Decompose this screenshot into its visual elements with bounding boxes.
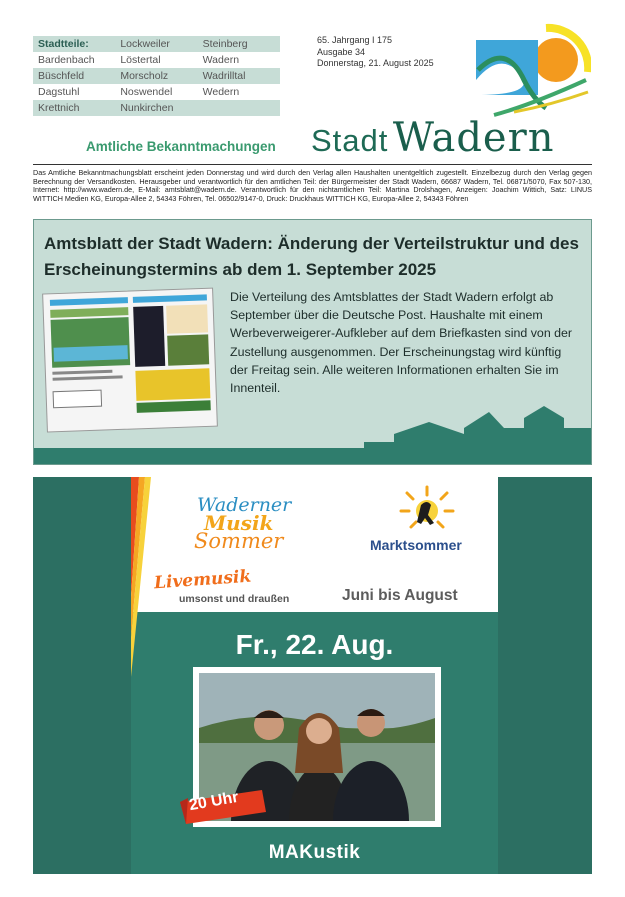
district-name: Wadrilltal: [202, 70, 246, 82]
event-date: Fr., 22. Aug.: [235, 629, 394, 660]
district-name: Löstertal: [120, 54, 161, 66]
musiksommer-logo-line1: Waderner: [197, 494, 292, 516]
notice-box: [33, 219, 592, 465]
districts-label: Stadtteile:: [38, 38, 89, 50]
livemusik-subtitle: umsonst und draußen: [179, 593, 290, 605]
district-name: Steinberg: [202, 38, 248, 50]
issue-volume: 65. Jahrgang I 175: [317, 35, 393, 45]
notice-title: Amtsblatt der Stadt Wadern: Änderung der Verteilstruktur und des Erscheinungstermins ab dem 1. September 2025: [44, 234, 579, 279]
color-stripes-icon: [131, 477, 153, 874]
district-name: Büschfeld: [38, 70, 85, 82]
season-months: Juni bis August: [342, 587, 458, 604]
district-name: Morscholz: [120, 70, 169, 82]
event-time: 20 Uhr: [187, 788, 240, 815]
brand-wordmark: [311, 115, 555, 161]
district-name: Nunkirchen: [120, 102, 174, 114]
districts-row: [33, 68, 280, 84]
district-name: Lockweiler: [120, 38, 170, 50]
districts-row: [33, 36, 280, 52]
event-poster: [131, 477, 498, 874]
district-name: Krettnich: [38, 102, 80, 114]
musiksommer-logo-line3: Sommer: [194, 529, 284, 553]
district-name: Noswendel: [120, 86, 173, 98]
livemusik-label: Livemusik: [153, 566, 252, 594]
district-name: Dagstuhl: [38, 86, 80, 98]
imprint-text: Das Amtliche Bekanntmachungsblatt erscheint jeden Donnerstag und wird durch den Verlag allen Haushalten unentgeltlich zugestellt. Einzelbezug durch den Verlag gegen Berechnung der Versandkosten. Herausgeber und verantwortlich für den amtlichen Teil: der Bürgermeister der Stadt Wadern, 66687 Wadern, Tel. 06871/5070, Fax 507-130, Internet: http://www.wadern.de, E-Mail: amtsblatt@wadern.de. Verantwortlich für den nichtamtlichen Teil: Martina Drolshagen, Anzeigen: Joachim Wittich, Satz: LINUS WITTICH Medien KG, Europa-Allee 2, 54343 Föhren, Tel. 06502/9147-0, Druck: Druckhaus WITTICH KG, Europa-Allee 2, 54343 Föhren: [33, 168, 592, 203]
districts-row: [33, 100, 280, 116]
districts-row: [33, 52, 280, 68]
notice-body: Die Verteilung des Amtsblattes der Stadt Wadern erfolgt ab September über die Deutsche Post. Haushalte mit einem Werbeverweigerer-Aufkleber auf dem Briefkasten sind von der Zustellung ausgenommen. Der Erscheinungstag wird künftig der Freitag sein. Alle weiteren Informationen erhalten Sie im Innenteil.: [230, 290, 573, 396]
brand-stadt: Stadt: [311, 123, 389, 158]
district-name: Wedern: [202, 86, 240, 98]
section-title: Amtliche Bekanntmachungen: [86, 139, 276, 154]
district-name: Bardenbach: [38, 54, 95, 66]
issue-info: [317, 35, 434, 70]
marktsommer-label: Marktsommer: [370, 537, 462, 553]
districts-table: [33, 36, 280, 116]
musiksommer-logo-line2: Musik: [204, 511, 274, 535]
newspaper-thumbnail-icon: [42, 285, 222, 435]
district-name: Wadern: [202, 54, 240, 66]
marktsommer-sun-icon: [393, 481, 461, 537]
city-logo-icon: [476, 20, 591, 118]
issue-edition: Ausgabe 34: [317, 46, 366, 57]
districts-row: [33, 84, 280, 100]
header-divider: [33, 164, 592, 165]
brand-wadern: Wadern: [392, 115, 555, 161]
issue-date: Donnerstag, 21. August 2025: [317, 58, 434, 68]
band-name: MAKustik: [268, 842, 361, 863]
